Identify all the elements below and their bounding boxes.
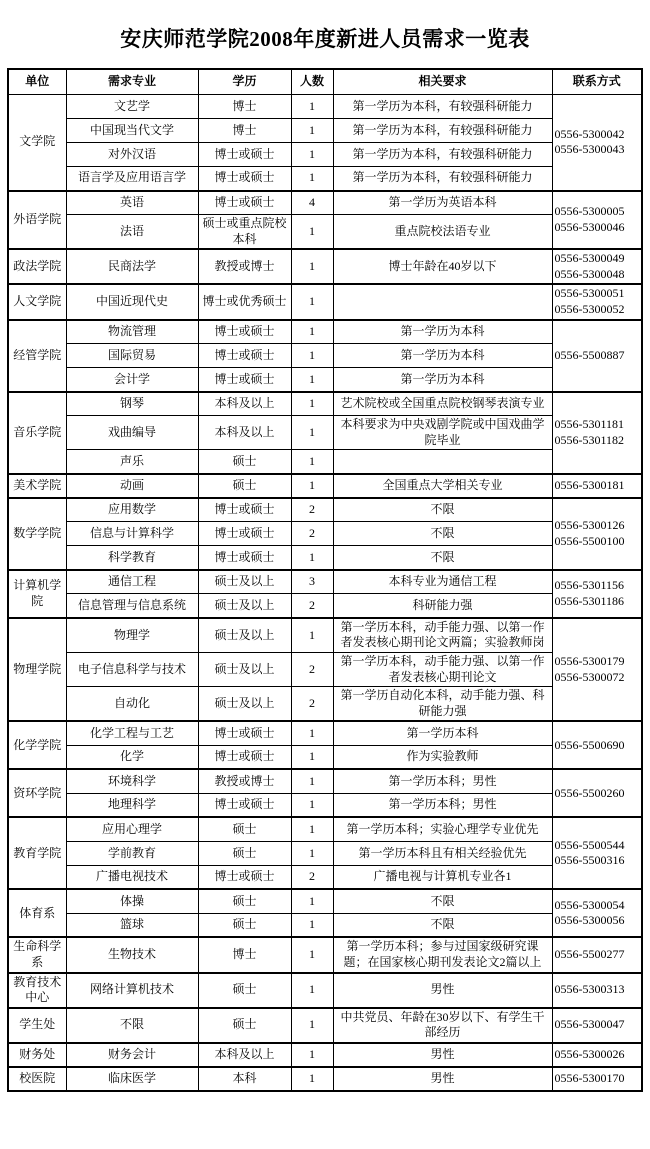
degree-cell: 硕士 — [198, 474, 291, 498]
unit-cell: 美术学院 — [8, 474, 66, 498]
major-cell: 中国近现代史 — [66, 284, 198, 319]
requirement-cell: 本科要求为中央戏剧学院或中国戏曲学院毕业 — [333, 416, 552, 450]
page-title: 安庆师范学院2008年度新进人员需求一览表 — [120, 27, 530, 51]
major-cell: 地理科学 — [66, 793, 198, 817]
contact-number: 0556-5300126 — [554, 518, 625, 533]
contact-cell — [552, 474, 642, 498]
count-cell: 1 — [291, 1008, 333, 1043]
degree-cell: 本科及以上 — [198, 392, 291, 416]
count-cell: 1 — [291, 95, 333, 119]
contact-cell — [552, 95, 642, 191]
table-row — [8, 570, 642, 594]
contact-number: 0556-5500277 — [554, 947, 625, 962]
table-row — [8, 721, 642, 745]
table-row — [8, 498, 642, 522]
major-cell: 信息与计算科学 — [66, 522, 198, 546]
unit-cell: 数学学院 — [8, 498, 66, 570]
contact-number: 0556-5300005 — [554, 204, 625, 219]
major-cell: 环境科学 — [66, 769, 198, 793]
count-cell: 1 — [291, 119, 333, 143]
contact-number: 0556-5300048 — [554, 266, 625, 281]
requirement-cell: 中共党员、年龄在30岁以下、有学生干部经历 — [333, 1008, 552, 1043]
table-row — [8, 167, 642, 191]
contact-cell — [552, 498, 642, 570]
header-cell-contact: 联系方式 — [552, 69, 642, 95]
count-cell: 1 — [291, 793, 333, 817]
contact-cell — [552, 973, 642, 1008]
requirement-cell: 第一学历自动化本科，动手能力强、科研能力强 — [333, 687, 552, 722]
requirement-cell — [333, 284, 552, 319]
table-row — [8, 594, 642, 618]
degree-cell: 博士或硕士 — [198, 498, 291, 522]
count-cell: 1 — [291, 450, 333, 474]
major-cell: 物流管理 — [66, 320, 198, 344]
requirement-cell: 第一学历本科；男性 — [333, 769, 552, 793]
count-cell: 1 — [291, 344, 333, 368]
unit-cell: 物理学院 — [8, 618, 66, 722]
contact-cell — [552, 721, 642, 769]
table-row — [8, 1008, 642, 1043]
count-cell: 1 — [291, 368, 333, 392]
unit-cell: 人文学院 — [8, 284, 66, 319]
count-cell: 1 — [291, 143, 333, 167]
contact-number: 0556-5301181 — [554, 417, 625, 432]
major-cell: 应用心理学 — [66, 817, 198, 841]
contact-number: 0556-5301186 — [554, 593, 625, 608]
degree-cell: 教授或博士 — [198, 769, 291, 793]
major-cell: 科学教育 — [66, 546, 198, 570]
header-cell-requirement: 相关要求 — [333, 69, 552, 95]
major-cell: 化学工程与工艺 — [66, 721, 198, 745]
count-cell: 1 — [291, 249, 333, 284]
requirement-cell: 不限 — [333, 522, 552, 546]
requirement-cell: 第一学历为本科 — [333, 344, 552, 368]
table-row — [8, 215, 642, 250]
table-row — [8, 416, 642, 450]
major-cell: 民商法学 — [66, 249, 198, 284]
contact-cell — [552, 284, 642, 319]
table-row — [8, 1043, 642, 1067]
requirement-cell: 男性 — [333, 1067, 552, 1091]
degree-cell: 博士 — [198, 119, 291, 143]
degree-cell: 博士或硕士 — [198, 143, 291, 167]
degree-cell: 博士 — [198, 95, 291, 119]
contact-number: 0556-5300051 — [554, 286, 625, 301]
table-row — [8, 889, 642, 913]
table-row — [8, 973, 642, 1008]
major-cell: 语言学及应用语言学 — [66, 167, 198, 191]
major-cell: 学前教育 — [66, 841, 198, 865]
table-body — [8, 95, 642, 1091]
degree-cell: 博士或硕士 — [198, 368, 291, 392]
requirement-cell: 作为实验教师 — [333, 745, 552, 769]
contact-number: 0556-5300047 — [554, 1017, 625, 1032]
requirement-cell: 第一学历为本科，有较强科研能力 — [333, 167, 552, 191]
degree-cell: 本科及以上 — [198, 1043, 291, 1067]
degree-cell: 博士或优秀硕士 — [198, 284, 291, 319]
contact-cell — [552, 1067, 642, 1091]
count-cell: 2 — [291, 498, 333, 522]
count-cell: 2 — [291, 865, 333, 889]
contact-number: 0556-5300046 — [554, 219, 625, 234]
requirement-cell: 第一学历本科；男性 — [333, 793, 552, 817]
contact-number: 0556-5301156 — [554, 578, 625, 593]
table-row — [8, 474, 642, 498]
contact-cell — [552, 937, 642, 972]
unit-cell: 教育技术中心 — [8, 973, 66, 1008]
table-row — [8, 793, 642, 817]
requirement-cell: 第一学历本科且有相关经验优先 — [333, 841, 552, 865]
major-cell: 英语 — [66, 191, 198, 215]
header-cell-degree: 学历 — [198, 69, 291, 95]
major-cell: 体操 — [66, 889, 198, 913]
table-row — [8, 344, 642, 368]
unit-cell: 化学学院 — [8, 721, 66, 769]
degree-cell: 博士或硕士 — [198, 793, 291, 817]
requirement-cell: 第一学历为英语本科 — [333, 191, 552, 215]
major-cell: 对外汉语 — [66, 143, 198, 167]
requirement-cell: 第一学历为本科，有较强科研能力 — [333, 95, 552, 119]
contact-number: 0556-5500887 — [554, 347, 625, 362]
table-row — [8, 320, 642, 344]
requirement-cell: 不限 — [333, 498, 552, 522]
count-cell: 1 — [291, 841, 333, 865]
count-cell: 1 — [291, 937, 333, 972]
table-row — [8, 913, 642, 937]
requirement-cell: 全国重点大学相关专业 — [333, 474, 552, 498]
contact-number: 0556-5300181 — [554, 477, 625, 492]
degree-cell: 硕士 — [198, 889, 291, 913]
major-cell: 财务会计 — [66, 1043, 198, 1067]
contact-number: 0556-5500260 — [554, 785, 625, 800]
unit-cell: 学生处 — [8, 1008, 66, 1043]
table-row — [8, 522, 642, 546]
requirement-cell: 博士年龄在40岁以下 — [333, 249, 552, 284]
table-row — [8, 249, 642, 284]
table-row — [8, 687, 642, 722]
requirement-cell: 不限 — [333, 546, 552, 570]
requirement-cell — [333, 450, 552, 474]
degree-cell: 博士或硕士 — [198, 865, 291, 889]
table-row — [8, 143, 642, 167]
count-cell: 1 — [291, 215, 333, 250]
degree-cell: 博士或硕士 — [198, 745, 291, 769]
unit-cell: 计算机学院 — [8, 570, 66, 618]
major-cell: 应用数学 — [66, 498, 198, 522]
recruitment-demand-table — [7, 68, 643, 1092]
table-row — [8, 95, 642, 119]
major-cell: 物理学 — [66, 618, 198, 653]
major-cell: 法语 — [66, 215, 198, 250]
degree-cell: 博士或硕士 — [198, 721, 291, 745]
requirement-cell: 第一学历为本科，有较强科研能力 — [333, 119, 552, 143]
count-cell: 1 — [291, 1067, 333, 1091]
major-cell: 电子信息科学与技术 — [66, 652, 198, 686]
degree-cell: 硕士及以上 — [198, 687, 291, 722]
table-row — [8, 1067, 642, 1091]
degree-cell: 博士或硕士 — [198, 546, 291, 570]
table-row — [8, 745, 642, 769]
count-cell: 1 — [291, 474, 333, 498]
major-cell: 会计学 — [66, 368, 198, 392]
count-cell: 1 — [291, 167, 333, 191]
header-row — [8, 69, 642, 95]
degree-cell: 硕士及以上 — [198, 618, 291, 653]
requirement-cell: 男性 — [333, 1043, 552, 1067]
contact-number: 0556-5300042 — [554, 126, 625, 141]
table-row — [8, 652, 642, 686]
contact-cell — [552, 618, 642, 722]
unit-cell: 生命科学系 — [8, 937, 66, 972]
degree-cell: 硕士 — [198, 841, 291, 865]
requirement-cell: 第一学历为本科 — [333, 368, 552, 392]
unit-cell: 文学院 — [8, 95, 66, 191]
contact-cell — [552, 392, 642, 474]
contact-number: 0556-5500316 — [554, 853, 625, 868]
requirement-cell: 第一学历本科，动手能力强、以第一作者发表核心期刊论文 — [333, 652, 552, 686]
contact-number: 0556-5300026 — [554, 1047, 625, 1062]
major-cell: 化学 — [66, 745, 198, 769]
degree-cell: 博士或硕士 — [198, 191, 291, 215]
degree-cell: 硕士及以上 — [198, 594, 291, 618]
count-cell: 1 — [291, 1043, 333, 1067]
requirement-cell: 重点院校法语专业 — [333, 215, 552, 250]
major-cell: 戏曲编导 — [66, 416, 198, 450]
count-cell: 2 — [291, 522, 333, 546]
table-header — [8, 69, 642, 95]
count-cell: 1 — [291, 546, 333, 570]
unit-cell: 财务处 — [8, 1043, 66, 1067]
degree-cell: 硕士 — [198, 1008, 291, 1043]
contact-number: 0556-5300054 — [554, 897, 625, 912]
requirement-cell: 本科专业为通信工程 — [333, 570, 552, 594]
requirement-cell: 第一学历为本科，有较强科研能力 — [333, 143, 552, 167]
major-cell: 自动化 — [66, 687, 198, 722]
table-row — [8, 618, 642, 653]
requirement-cell: 不限 — [333, 913, 552, 937]
contact-number: 0556-5301182 — [554, 432, 625, 447]
unit-cell: 外语学院 — [8, 191, 66, 250]
unit-cell: 政法学院 — [8, 249, 66, 284]
count-cell: 1 — [291, 416, 333, 450]
contact-cell — [552, 769, 642, 817]
count-cell: 1 — [291, 973, 333, 1008]
table-row — [8, 546, 642, 570]
major-cell: 中国现当代文学 — [66, 119, 198, 143]
contact-number: 0556-5300313 — [554, 982, 625, 997]
degree-cell: 本科 — [198, 1067, 291, 1091]
contact-cell — [552, 191, 642, 250]
contact-cell — [552, 570, 642, 618]
table-row — [8, 392, 642, 416]
requirement-cell: 第一学历本科，动手能力强、以第一作者发表核心期刊论文两篇；实验教师岗 — [333, 618, 552, 653]
unit-cell: 资环学院 — [8, 769, 66, 817]
count-cell: 1 — [291, 284, 333, 319]
degree-cell: 博士或硕士 — [198, 320, 291, 344]
major-cell: 生物技术 — [66, 937, 198, 972]
degree-cell: 硕士 — [198, 817, 291, 841]
table-row — [8, 191, 642, 215]
count-cell: 2 — [291, 652, 333, 686]
degree-cell: 博士或硕士 — [198, 344, 291, 368]
unit-cell: 教育学院 — [8, 817, 66, 889]
table-row — [8, 769, 642, 793]
unit-cell: 经管学院 — [8, 320, 66, 392]
table-row — [8, 368, 642, 392]
major-cell: 动画 — [66, 474, 198, 498]
table-row — [8, 119, 642, 143]
degree-cell: 硕士 — [198, 973, 291, 1008]
unit-cell: 体育系 — [8, 889, 66, 937]
degree-cell: 硕士 — [198, 913, 291, 937]
requirement-cell: 科研能力强 — [333, 594, 552, 618]
degree-cell: 硕士或重点院校本科 — [198, 215, 291, 250]
contact-number: 0556-5300072 — [554, 669, 625, 684]
degree-cell: 硕士及以上 — [198, 652, 291, 686]
degree-cell: 博士 — [198, 937, 291, 972]
degree-cell: 硕士 — [198, 450, 291, 474]
contact-number: 0556-5300049 — [554, 251, 625, 266]
contact-cell — [552, 817, 642, 889]
major-cell: 钢琴 — [66, 392, 198, 416]
contact-number: 0556-5500544 — [554, 837, 625, 852]
contact-number: 0556-5300052 — [554, 301, 625, 316]
count-cell: 1 — [291, 745, 333, 769]
degree-cell: 本科及以上 — [198, 416, 291, 450]
count-cell: 1 — [291, 618, 333, 653]
contact-number: 0556-5300056 — [554, 913, 625, 928]
major-cell: 篮球 — [66, 913, 198, 937]
count-cell: 2 — [291, 687, 333, 722]
table-row — [8, 841, 642, 865]
requirement-cell: 第一学历本科；实验心理学专业优先 — [333, 817, 552, 841]
header-cell-major: 需求专业 — [66, 69, 198, 95]
table-row — [8, 817, 642, 841]
requirement-cell: 艺术院校或全国重点院校钢琴表演专业 — [333, 392, 552, 416]
degree-cell: 硕士及以上 — [198, 570, 291, 594]
count-cell: 2 — [291, 594, 333, 618]
count-cell: 1 — [291, 913, 333, 937]
contact-number: 0556-5300170 — [554, 1071, 625, 1086]
table-row — [8, 865, 642, 889]
table-row — [8, 937, 642, 972]
degree-cell: 博士或硕士 — [198, 167, 291, 191]
requirement-cell: 广播电视与计算机专业各1 — [333, 865, 552, 889]
count-cell: 1 — [291, 769, 333, 793]
major-cell: 通信工程 — [66, 570, 198, 594]
count-cell: 1 — [291, 320, 333, 344]
requirement-cell: 不限 — [333, 889, 552, 913]
contact-number: 0556-5500690 — [554, 737, 625, 752]
contact-cell — [552, 1008, 642, 1043]
unit-cell: 校医院 — [8, 1067, 66, 1091]
contact-cell — [552, 889, 642, 937]
requirement-cell: 男性 — [333, 973, 552, 1008]
table-row — [8, 450, 642, 474]
header-cell-unit: 单位 — [8, 69, 66, 95]
unit-cell: 音乐学院 — [8, 392, 66, 474]
contact-cell — [552, 320, 642, 392]
major-cell: 网络计算机技术 — [66, 973, 198, 1008]
contact-number: 0556-5500100 — [554, 533, 625, 548]
count-cell: 1 — [291, 817, 333, 841]
requirement-cell: 第一学历为本科 — [333, 320, 552, 344]
major-cell: 临床医学 — [66, 1067, 198, 1091]
contact-number: 0556-5300043 — [554, 142, 625, 157]
count-cell: 4 — [291, 191, 333, 215]
major-cell: 国际贸易 — [66, 344, 198, 368]
requirement-cell: 第一学历本科 — [333, 721, 552, 745]
count-cell: 1 — [291, 721, 333, 745]
major-cell: 广播电视技术 — [66, 865, 198, 889]
count-cell: 1 — [291, 392, 333, 416]
major-cell: 声乐 — [66, 450, 198, 474]
header-cell-count: 人数 — [291, 69, 333, 95]
contact-number: 0556-5300179 — [554, 653, 625, 668]
degree-cell: 博士或硕士 — [198, 522, 291, 546]
major-cell: 不限 — [66, 1008, 198, 1043]
major-cell: 文艺学 — [66, 95, 198, 119]
contact-cell — [552, 1043, 642, 1067]
count-cell: 1 — [291, 889, 333, 913]
table-row — [8, 284, 642, 319]
count-cell: 3 — [291, 570, 333, 594]
requirement-cell: 第一学历本科；参与过国家级研究课题；在国家核心期刊发表论文2篇以上 — [333, 937, 552, 972]
contact-cell — [552, 249, 642, 284]
degree-cell: 教授或博士 — [198, 249, 291, 284]
major-cell: 信息管理与信息系统 — [66, 594, 198, 618]
